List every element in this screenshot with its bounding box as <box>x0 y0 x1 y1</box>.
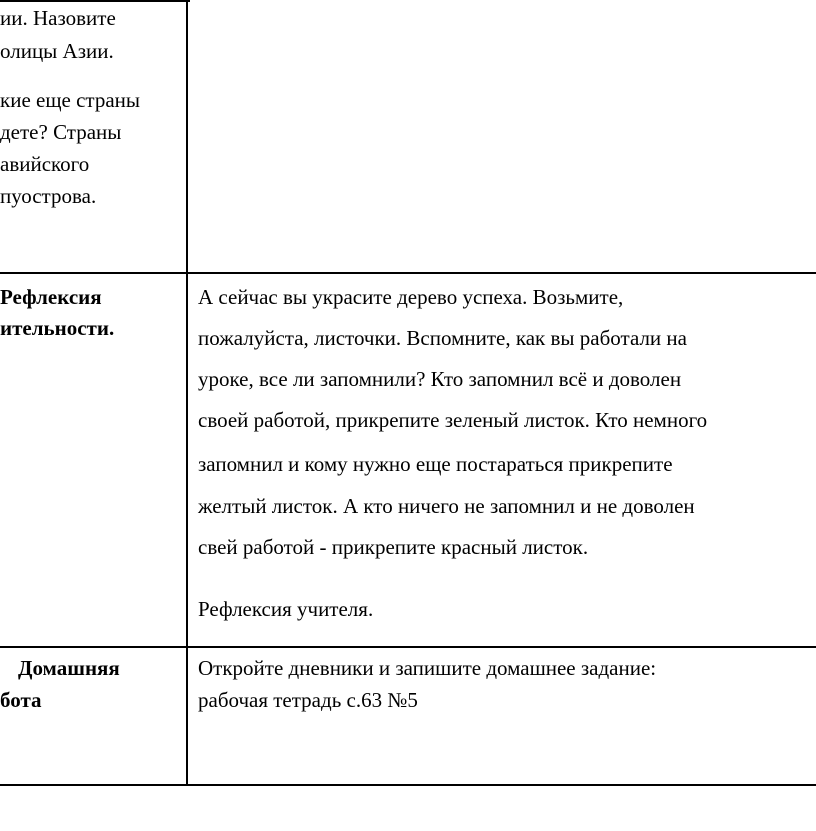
cell-text-line: авийского <box>0 152 90 176</box>
table-bottom-border <box>0 784 816 786</box>
stage-title: Домашняя <box>18 656 120 680</box>
cell-text-line: кие еще страны <box>0 88 140 112</box>
cell-text-line: А сейчас вы украсите дерево успеха. Возьмите, <box>198 285 624 309</box>
stage-title: бота <box>0 688 42 712</box>
cell-text-line: уроке, все ли запомнили? Кто запомнил всё и доволен <box>198 367 682 391</box>
cell-text-line: Откройте дневники и запишите домашнее задание: <box>198 656 657 680</box>
table-top-border <box>0 0 190 2</box>
cell-text-line: запомнил и кому нужно еще постараться прикрепите <box>198 452 673 476</box>
cell-text-line: рабочая тетрадь с.63 №5 <box>198 688 418 712</box>
cell-text-line: ии. Назовите <box>0 6 116 30</box>
cell-text-line: Рефлексия учителя. <box>198 597 374 621</box>
cell-text-line: пуострова. <box>0 184 97 208</box>
cell-text-line: своей работой, прикрепите зеленый листок. Кто немного <box>198 408 708 432</box>
cell-text-line: олицы Азии. <box>0 39 114 63</box>
table-vertical-divider <box>186 0 188 786</box>
stage-title: Рефлексия <box>0 285 102 309</box>
row-divider-1 <box>0 272 816 274</box>
cell-text-line: пожалуйста, листочки. Вспомните, как вы работали на <box>198 326 687 350</box>
stage-title: ительности. <box>0 316 115 340</box>
cell-text-line: желтый листок. А кто ничего не запомнил и не доволен <box>198 494 695 518</box>
cell-text-line: свей работой - прикрепите красный листок. <box>198 535 589 559</box>
cell-text-line: дете? Страны <box>0 120 122 144</box>
row-divider-2 <box>0 646 816 648</box>
